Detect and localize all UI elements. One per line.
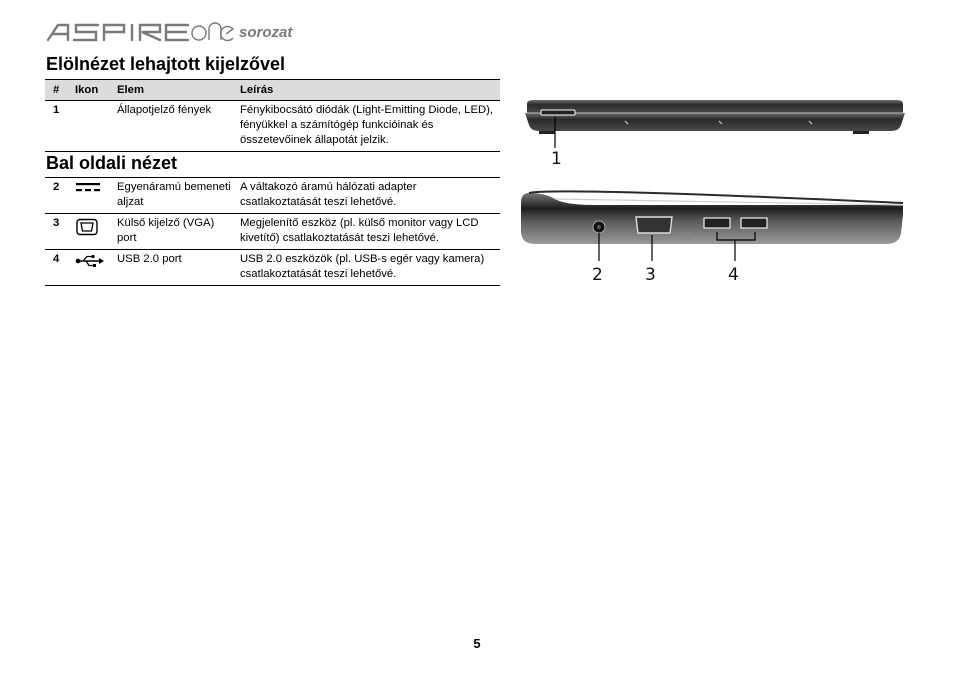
col-header-num: # — [53, 84, 60, 96]
col-header-item: Elem — [117, 84, 145, 96]
page-number: 5 — [473, 636, 481, 651]
row-desc: USB 2.0 eszközök (pl. USB-s egér vagy kamera) csatlakoztatását teszi lehetővé. — [240, 253, 485, 280]
left-side-laptop — [521, 191, 903, 244]
row-num: 1 — [53, 104, 60, 116]
row-num: 2 — [53, 181, 60, 193]
callout-label-1: 1 — [551, 149, 562, 169]
row-item: USB 2.0 port — [117, 253, 182, 265]
row-item: Egyenáramú bemeneti aljzat — [117, 181, 231, 208]
row-item: Külső kijelző (VGA) port — [117, 217, 215, 244]
table-row — [45, 214, 500, 250]
table-header-row — [45, 80, 500, 101]
table-row — [45, 178, 500, 214]
dc-in-icon — [75, 182, 101, 194]
brand-header — [46, 20, 292, 44]
col-header-icon: Ikon — [75, 84, 99, 96]
laptop-views-drawing — [515, 95, 910, 295]
vga-port-icon — [75, 218, 99, 236]
laptop-illustration — [515, 95, 910, 300]
callout-label-4: 4 — [728, 265, 739, 285]
row-icon-cell — [71, 178, 113, 214]
row-icon-cell — [71, 101, 113, 152]
front-view-laptop — [525, 100, 905, 134]
front-view-table — [45, 79, 500, 152]
row-desc: Fénykibocsátó diódák (Light-Emitting Diode, LED), fényükkel a számítógép funkcióinak és összetevőinek állapotát jelzik. — [240, 104, 494, 146]
aspire-one-logo — [46, 21, 234, 43]
row-num: 4 — [53, 253, 60, 265]
row-desc: A váltakozó áramú hálózati adapter csatlakoztatását teszi lehetővé. — [240, 181, 417, 208]
table-row — [45, 101, 500, 152]
row-icon-cell — [71, 250, 113, 286]
left-view-table — [45, 177, 500, 286]
row-num: 3 — [53, 217, 60, 229]
row-item: Állapotjelző fények — [117, 104, 212, 116]
front-view-title: Elölnézet lehajtott kijelzővel — [46, 54, 286, 74]
left-view-title: Bal oldali nézet — [46, 153, 178, 173]
row-desc: Megjelenítő eszköz (pl. külső monitor vagy LCD kivetítő) csatlakoztatását teszi lehetővé. — [240, 217, 479, 244]
row-icon-cell — [71, 214, 113, 250]
callout-label-2: 2 — [592, 265, 603, 285]
brand-suffix: sorozat — [239, 24, 293, 41]
callout-label-3: 3 — [645, 265, 656, 285]
table-row — [45, 250, 500, 286]
usb-icon — [75, 254, 105, 268]
col-header-desc: Leírás — [240, 84, 274, 96]
